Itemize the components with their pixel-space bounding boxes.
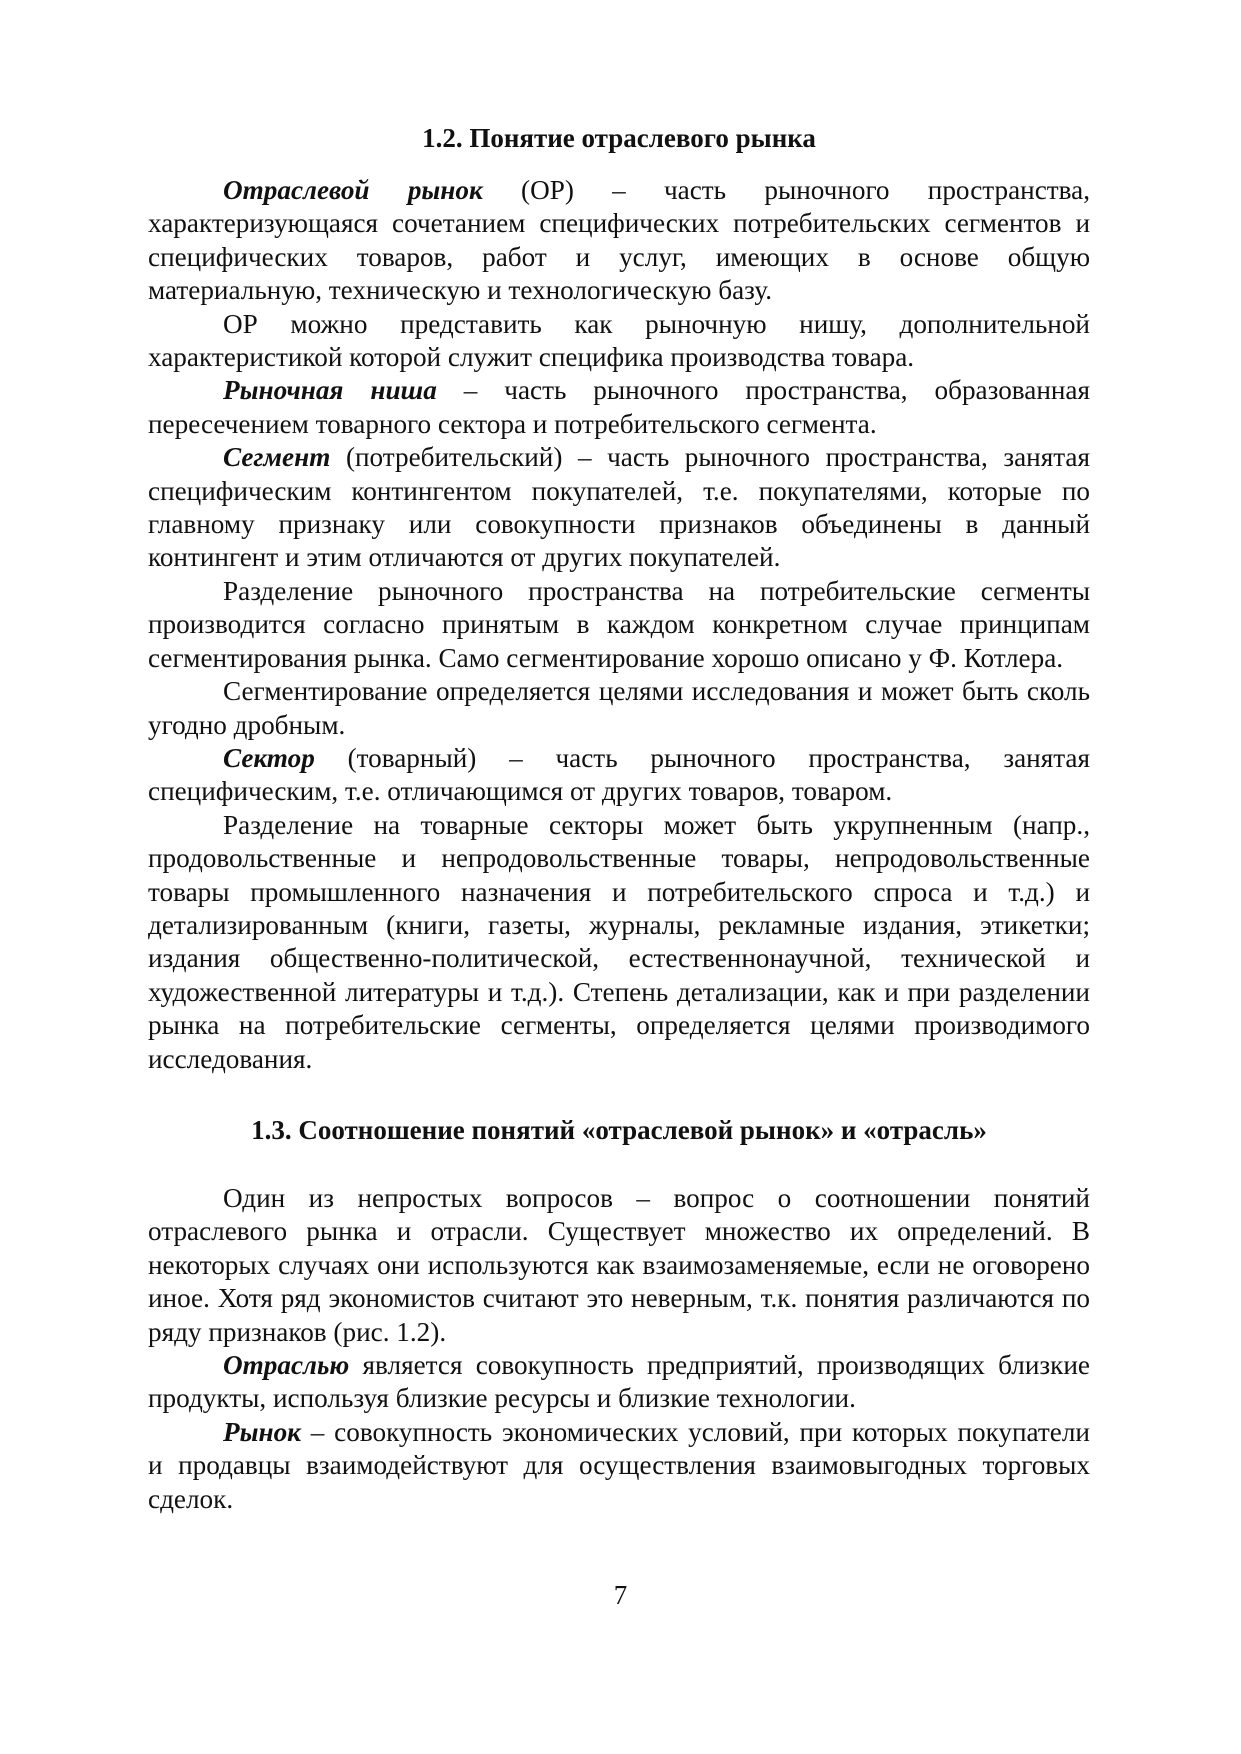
paragraph-text: – совокупность экономических условий, при которых покупатели и продавцы взаимодействуют для осуществления взаимовыгодных торговых сделок.: [148, 1416, 1090, 1514]
paragraph-text: Разделение на товарные секторы может быть укрупненным (напр., продовольственные и непродовольственные товары, непродовольственные товары промышленного назначения и потребительского спроса и т.д.) и детализированным (книги, газеты, журналы, рекламные издания, этикетки; издания общественно-политической, естественнонаучной, технической и художественной литературы и т.д.). Степень детализации, как и при разделении рынка на потребительские сегменты, определяется целями производимого исследования.: [148, 809, 1090, 1074]
paragraph-rynochnaya-nisha: [148, 374, 1090, 441]
term-segment: Сегмент: [223, 442, 331, 473]
section-1-3-title: 1.3. Соотношение понятий «отраслевой рынок» и «отрасль»: [251, 1114, 987, 1145]
paragraph-text: является совокупность предприятий, производящих близкие продукты, используя близкие ресурсы и близкие технологии.: [148, 1350, 1090, 1414]
paragraph-segment: [148, 441, 1090, 575]
paragraph-text: (товарный) – часть рыночного пространства, занятая специфическим, т.е. отличающимся от других товаров, товаром.: [148, 742, 1090, 807]
paragraph-text: – часть рыночного пространства, образованная пересечением товарного сектора и потребительского сегмента.: [148, 375, 1091, 439]
term-rynok: Рынок: [223, 1416, 301, 1447]
paragraph-sektor: [148, 742, 1090, 809]
paragraph-product-sectors: [148, 809, 1090, 1076]
paragraph-text: Сегментирование определяется целями исследования и может быть сколь угодно дробным.: [148, 676, 1090, 740]
paragraph-rynok: [148, 1416, 1090, 1516]
paragraph-segmentation-goals: [148, 675, 1090, 742]
page-content: [148, 100, 1090, 1516]
term-sektor: Сектор: [223, 742, 315, 773]
paragraph-market-vs-industry: [148, 1182, 1090, 1349]
paragraph-text: (ОР) – часть рыночного пространства, характеризующаяся сочетанием специфических потребительских сегментов и специфических товаров, работ и услуг, имеющих в основе общую материальную, техническую и технологическую базу.: [148, 175, 1090, 306]
paragraph-text: Разделение рыночного пространства на потребительские сегменты производится согласно принятым в каждом конкретном случае принципам сегментирования рынка. Само сегментирование хорошо описано у Ф. Котлера.: [148, 575, 1090, 673]
page-number: 7: [613, 1580, 628, 1610]
paragraph-otraslevoy-rynok: [148, 174, 1090, 308]
paragraph-segmentation-principles: [148, 575, 1090, 675]
term-otrasl: Отраслью: [223, 1350, 350, 1380]
paragraph-op-niche: [148, 308, 1090, 375]
paragraph-text: Один из непростых вопросов – вопрос о соотношении понятий отраслевого рынка и отрасли. Существует множество их определений. В некоторых случаях они используются как взаимозаменяемые, если не оговорено иное. Хотя ряд экономистов считают это неверным, т.к. понятия различаются по ряду признаков (рис. 1.2).: [148, 1182, 1090, 1347]
section-1-2-title: 1.2. Понятие отраслевого рынка: [422, 123, 816, 153]
paragraph-otrasl: [148, 1349, 1090, 1416]
term-otraslevoy-rynok: Отраслевой рынок: [223, 175, 483, 205]
paragraph-text: ОР можно представить как рыночную нишу, дополнительной характеристикой которой служит специфика производства товара.: [148, 308, 1090, 373]
paragraph-text: (потребительский) – часть рыночного пространства, занятая специфическим контингентом покупателей, т.е. покупателями, которые по главному признаку или совокупности признаков объединены в данный контингент и этим отличаются от других покупателей.: [148, 442, 1090, 573]
term-rynochnaya-nisha: Рыночная ниша: [223, 375, 437, 406]
